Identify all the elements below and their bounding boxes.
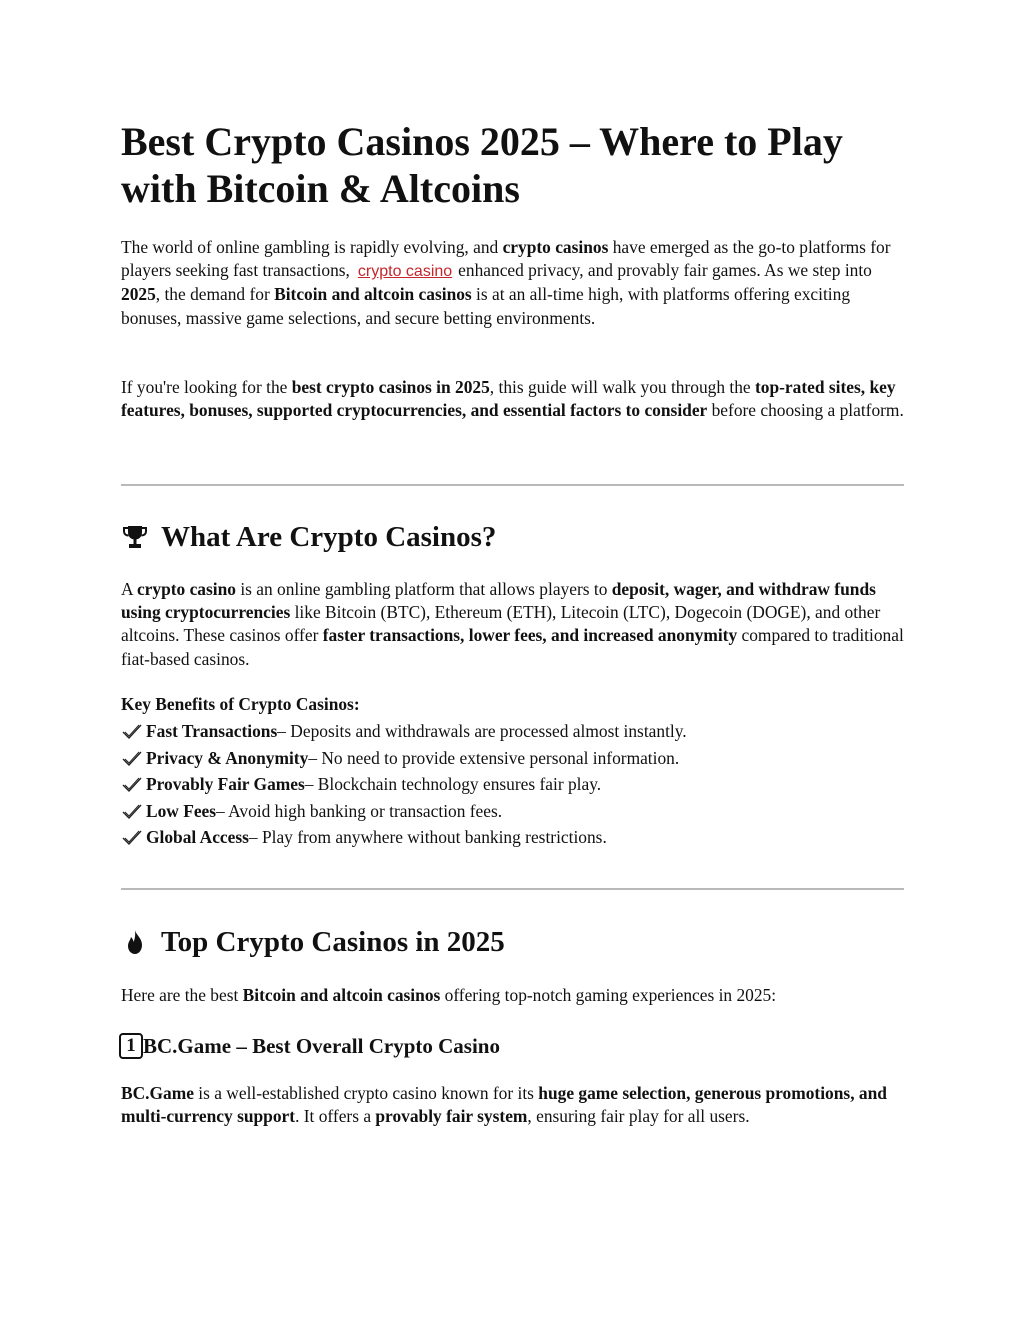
text-span: , this guide will walk you through the <box>489 377 755 397</box>
bold-text: provably fair system <box>375 1106 528 1127</box>
benefit-text: – Avoid high banking or transaction fees. <box>216 801 503 821</box>
section-heading-top-casinos <box>121 924 904 960</box>
crypto-casino-link[interactable]: crypto casino <box>357 263 453 281</box>
heading-text: What Are Crypto Casinos? <box>161 521 497 553</box>
benefit-name: Global Access <box>146 827 249 847</box>
benefit-name: Provably Fair Games <box>146 774 305 794</box>
text-span: enhanced privacy, and provably fair games. As we step into <box>458 260 872 281</box>
bold-text: 2025 <box>121 284 156 305</box>
heading-text: Top Crypto Casinos in 2025 <box>161 926 505 958</box>
bold-text: crypto casinos <box>502 237 609 257</box>
fire-icon <box>121 928 149 956</box>
check-icon <box>121 723 143 741</box>
benefit-name: Low Fees <box>146 801 217 821</box>
bold-text: deposit, wager, and withdraw funds using cryptocurrencies <box>121 579 876 623</box>
check-icon <box>121 829 143 847</box>
bold-text: Bitcoin and altcoin casinos <box>274 284 472 305</box>
text-span: compared to traditional fiat-based casinos. <box>121 625 904 669</box>
bold-text: huge game selection, generous promotions, and multi-currency support <box>121 1083 887 1127</box>
benefit-name: Fast Transactions <box>146 721 278 741</box>
bcgame-description <box>121 1082 904 1128</box>
text-span: If you're looking for the <box>121 377 292 397</box>
benefit-text: – Play from anywhere without banking restrictions. <box>248 827 607 847</box>
text-span: is at an all-time high, with platforms offering exciting bonuses, massive game selections, and secure betting environments. <box>121 284 851 328</box>
benefit-item <box>121 747 904 770</box>
bold-text: Bitcoin and altcoin casinos <box>242 985 441 1005</box>
section-divider <box>121 888 904 890</box>
crypto-casino-definition <box>121 578 904 671</box>
page-title: Best Crypto Casinos 2025 – Where to Play with Bitcoin & Altcoins <box>121 119 843 211</box>
benefit-text: – Deposits and withdrawals are processed almost instantly. <box>277 721 687 741</box>
text-span: offering top-notch gaming experiences in 2025: <box>440 985 777 1005</box>
section-heading-what-are <box>121 519 904 555</box>
intro-paragraph-1 <box>121 236 904 330</box>
benefit-text: – No need to provide extensive personal information. <box>308 748 680 768</box>
top-casinos-intro <box>121 984 904 1007</box>
bold-text: best crypto casinos in 2025 <box>291 377 490 397</box>
benefits-title: Key Benefits of Crypto Casinos: <box>121 694 360 714</box>
text-span: , the demand for <box>155 284 275 305</box>
check-icon <box>121 776 143 794</box>
text-span: like Bitcoin (BTC), Ethereum (ETH), Litecoin (LTC), Dogecoin (DOGE), and other altcoins. These casinos offer <box>121 602 881 646</box>
bold-text: BC.Game <box>121 1083 194 1103</box>
benefit-item <box>121 720 904 743</box>
number-badge: 1 <box>119 1033 143 1059</box>
bold-text: top-rated sites, key features, bonuses, supported cryptocurrencies, and essential factors to consider <box>121 377 896 421</box>
check-icon <box>121 750 143 768</box>
benefit-item <box>121 826 904 849</box>
text-span: The world of online gambling is rapidly evolving, and <box>121 237 503 257</box>
check-icon <box>121 803 143 821</box>
text-span: . It offers a <box>295 1106 376 1127</box>
benefit-item <box>121 800 904 823</box>
text-span: is a well-established crypto casino known for its <box>193 1083 539 1103</box>
intro-paragraph-2 <box>121 376 904 422</box>
benefit-item <box>121 773 904 796</box>
text-span: before choosing a platform. <box>707 400 904 421</box>
bcgame-heading <box>119 1033 500 1059</box>
benefit-name: Privacy & Anonymity <box>146 748 309 768</box>
benefit-text: – Blockchain technology ensures fair play. <box>304 774 602 794</box>
text-span: A <box>121 579 137 599</box>
text-span: Here are the best <box>121 985 243 1005</box>
text-span: have emerged as the go-to platforms for players seeking fast transactions, <box>121 237 891 281</box>
bold-text: crypto casino <box>136 579 236 599</box>
subheading-text: BC.Game – Best Overall Crypto Casino <box>143 1034 500 1058</box>
trophy-icon <box>121 523 149 551</box>
text-span: is an online gambling platform that allows players to <box>235 579 612 599</box>
section-divider <box>121 484 904 486</box>
bold-text: faster transactions, lower fees, and increased anonymity <box>322 625 738 646</box>
text-span: , ensuring fair play for all users. <box>527 1106 750 1127</box>
